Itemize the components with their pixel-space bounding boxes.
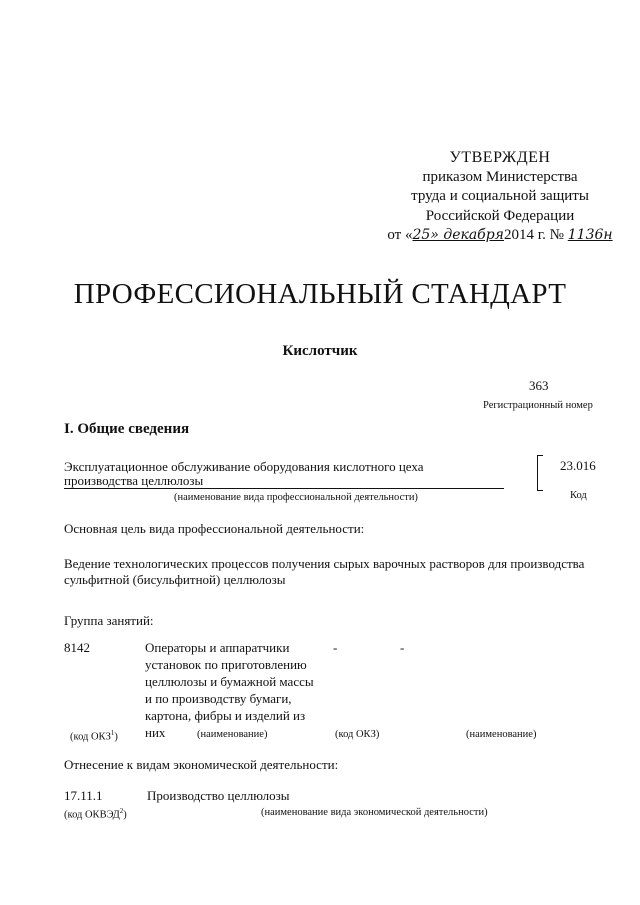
activity-caption: (наименование вида профессиональной деятельности) <box>174 492 418 503</box>
footnote-1: 1 <box>110 729 115 737</box>
activity-code: 23.016 <box>560 458 596 473</box>
date-prefix: от « <box>387 227 413 243</box>
goal-line-1: Ведение технологических процессов получения сырых варочных растворов для производства <box>64 556 585 571</box>
approval-line-2: труда и социальной защиты <box>411 188 589 204</box>
occupation-name-line: них <box>145 725 166 740</box>
section-heading: I. Общие сведения <box>64 421 190 437</box>
caption-name-2: (наименование) <box>466 729 537 740</box>
caption-okz-close: ) <box>114 731 118 743</box>
caption-okved-text: (код ОКВЭД <box>64 809 120 821</box>
occupation-name-line: и по производству бумаги, <box>145 691 292 706</box>
registration-number: 363 <box>529 378 549 393</box>
economic-code: 17.11.1 <box>64 788 103 803</box>
handwritten-order-number: 1136н <box>567 227 613 243</box>
goal-label: Основная цель вида профессиональной деятельности: <box>64 521 365 536</box>
occupation-name-line: картона, фибры и изделий из <box>145 708 306 723</box>
approval-line-3: Российской Федерации <box>425 207 575 224</box>
activity-line-1: Эксплуатационное обслуживание оборудования кислотного цеха <box>64 459 424 474</box>
occupation-name-line: Операторы и аппаратчики <box>145 640 290 655</box>
caption-economic-name: (наименование вида экономической деятельности) <box>261 807 488 818</box>
activity-code-label: Код <box>570 490 587 501</box>
occupation-dash-2: - <box>400 640 405 655</box>
handwritten-date: 25» декабря <box>412 227 504 243</box>
occupation-name-line: установок по приготовлению <box>145 657 307 672</box>
economic-name: Производство целлюлозы <box>147 788 290 803</box>
caption-okved-close: ) <box>123 809 127 821</box>
approval-date-line <box>380 226 620 246</box>
occupation-name <box>145 639 325 741</box>
activity-underline <box>64 488 504 489</box>
approval-line-1: приказом Министерства <box>422 168 578 185</box>
caption-okz-text: (код ОКЗ <box>70 731 111 743</box>
occupation-name-line: целлюлозы и бумажной массы <box>145 674 314 689</box>
occupation-group-label: Группа занятий: <box>64 613 154 628</box>
profession-name: Кислотчик <box>282 343 358 359</box>
activity-line-2: производства целлюлозы <box>64 473 204 488</box>
economic-label: Отнесение к видам экономической деятельности: <box>64 757 339 772</box>
approval-block <box>380 148 620 246</box>
goal-line-2: сульфитной (бисульфитной) целлюлозы <box>64 572 286 587</box>
date-year: 2014 г. № <box>503 227 564 243</box>
caption-okz-code-1 <box>70 729 118 743</box>
caption-okved-code <box>64 807 127 821</box>
registration-label: Регистрационный номер <box>483 400 593 411</box>
occupation-dash-1: - <box>333 640 338 655</box>
code-bracket <box>537 455 543 491</box>
standard-title: ПРОФЕССИОНАЛЬНЫЙ СТАНДАРТ <box>73 278 567 310</box>
occupation-code: 8142 <box>64 640 90 655</box>
caption-okz-code-2: (код ОКЗ) <box>335 729 380 740</box>
approval-title: УТВЕРЖДЕН <box>449 149 551 166</box>
caption-name-1: (наименование) <box>197 729 268 740</box>
footnote-2: 2 <box>119 807 124 815</box>
